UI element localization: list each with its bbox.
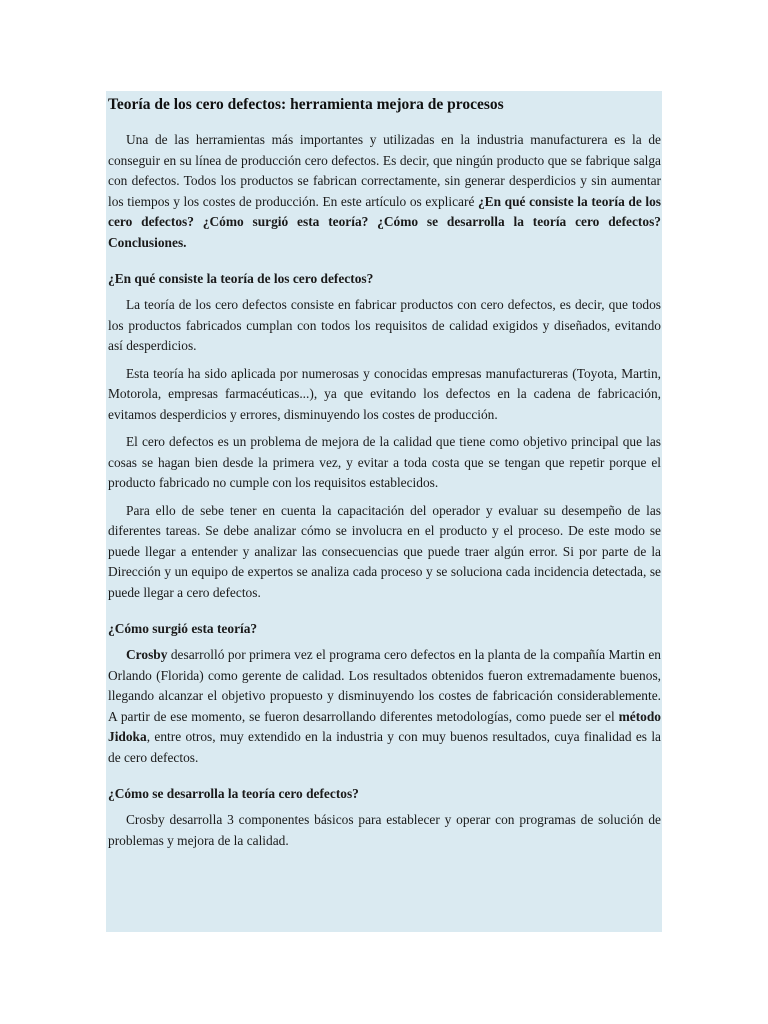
section2-text-1: desarrolló por primera vez el programa cero defectos en la planta de la compañía Martin en Orlando (Florida) como gerente de calidad. Los resultados obtenidos fueron extremadamente buenos, llegando alcanzar el objetivo propuesto y disminuyendo los costes de fabricación considerablemente. A partir de ese momento, se fueron desarrollando diferentes metodologías, como puede ser el [108,647,661,724]
section1-paragraph-3: El cero defectos es un problema de mejora de la calidad que tiene como objetivo principal que las cosas se hagan bien desde la primera vez, y evitar a toda costa que se tengan que repetir porque el producto fabricado no cumple con los requisitos establecidos. [108,434,661,490]
section-heading-surgio: ¿Cómo surgió esta teoría? [108,621,258,636]
section1-paragraph-1: La teoría de los cero defectos consiste en fabricar productos con cero defectos, es decir, que todos los productos fabricados cumplan con todos los requisitos de calidad exigidos y diseñados, evitando así desperdicios. [108,297,661,353]
document-title: Teoría de los cero defectos: herramienta mejora de procesos [108,96,504,113]
intro-bold-questions: ¿En qué consiste la teoría de los cero defectos? ¿Cómo surgió esta teoría? ¿Cómo se desarrolla la teoría cero defectos? Conclusiones. [108,193,661,250]
document-page [106,91,662,932]
section1-paragraph-2: Esta teoría ha sido aplicada por numerosas y conocidas empresas manufactureras (Toyota, Martin, Motorola, empresas farmacéuticas...), ya que evitando los defectos en la cadena de fabricación, evitamos desperdicios y errores, disminuyendo los costes de producción. [108,365,661,422]
section1-paragraph-4: Para ello de sebe tener en cuenta la capacitación del operador y evaluar su desempeño de las diferentes tareas. Se debe analizar cómo se involucra en el producto y el proceso. De este modo se puede llegar a entender y analizar las consecuencias que puede traer algún error. Si por parte de la Dirección y un equipo de expertos se analiza cada proceso y se soluciona cada incidencia detectada, se puede llegar a cero defectos. [108,502,661,600]
section-heading-desarrolla: ¿Cómo se desarrolla la teoría cero defectos? [108,786,359,801]
intro-paragraph [106,130,662,253]
jidoka-bold: método Jidoka [108,708,661,744]
section3-paragraph-1: Crosby desarrolla 3 componentes básicos para establecer y operar con programas de solución de problemas y mejora de la calidad. [108,812,661,848]
section2-text-2: , entre otros, muy extendido en la industria y con muy buenos resultados, cuya finalidad es la de cero defectos. [108,729,661,765]
section-heading-consiste: ¿En qué consiste la teoría de los cero defectos? [108,271,374,286]
crosby-bold: Crosby [126,647,168,662]
section2-paragraph [106,645,662,768]
intro-text: Una de las herramientas más importantes y utilizadas en la industria manufacturera es la de conseguir en su línea de producción cero defectos. Es decir, que ningún producto que se fabrique salga con defectos. Todos los productos se fabrican correctamente, sin generar desperdicios y sin aumentar los tiempos y los costes de producción. En este artículo os explicaré [108,132,661,209]
